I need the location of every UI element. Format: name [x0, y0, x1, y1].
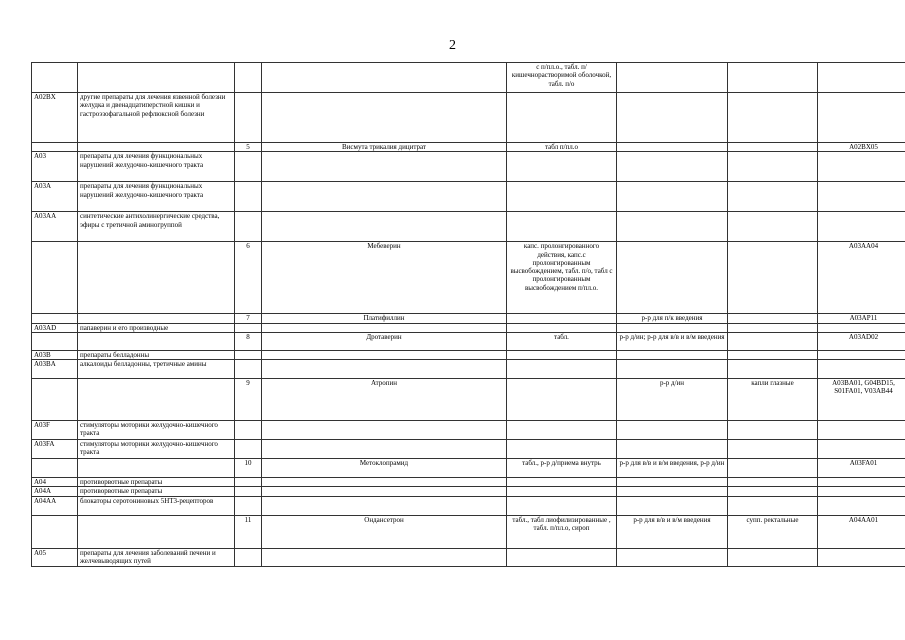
cell-form3 [728, 93, 818, 143]
table-row [32, 360, 905, 379]
cell-name: блокаторы серотониновых 5HT3-рецепторов [78, 496, 235, 515]
cell-form3 [728, 459, 818, 478]
cell-atc: A03FA01 [818, 459, 905, 478]
cell-code [32, 515, 78, 548]
cell-num: 8 [235, 332, 262, 350]
cell-atc [818, 93, 905, 143]
cell-form3 [728, 182, 818, 212]
cell-form3 [728, 548, 818, 566]
cell-num [235, 440, 262, 459]
drug-table [31, 62, 905, 567]
cell-name [78, 379, 235, 421]
table-row [32, 323, 905, 332]
cell-drug [262, 212, 507, 242]
cell-drug: Дротаверин [262, 332, 507, 350]
cell-form2: р-р для в/в и в/м введения, р-р д/ин [617, 459, 728, 478]
cell-num [235, 93, 262, 143]
cell-form3 [728, 350, 818, 359]
cell-form1 [507, 323, 617, 332]
cell-name [78, 515, 235, 548]
cell-name [78, 143, 235, 152]
cell-form1: капс. пролонгированного действия, капс.с пролонгированным высвобождением, табл. п/о, табл с пролонгированным высвобождением п/пл.о. [507, 242, 617, 314]
cell-form3 [728, 323, 818, 332]
cell-form2 [617, 421, 728, 440]
cell-num [235, 496, 262, 515]
cell-drug: Ондансетрон [262, 515, 507, 548]
cell-drug [262, 421, 507, 440]
cell-atc [818, 487, 905, 496]
cell-drug [262, 350, 507, 359]
cell-form3 [728, 152, 818, 182]
cell-code [32, 143, 78, 152]
cell-atc [818, 360, 905, 379]
cell-form1 [507, 548, 617, 566]
cell-form1: табл., р-р д/приема внутрь [507, 459, 617, 478]
table-row [32, 478, 905, 487]
cell-form1 [507, 182, 617, 212]
table-row [32, 515, 905, 548]
cell-form2 [617, 487, 728, 496]
cell-code: A03BA [32, 360, 78, 379]
table-body [32, 63, 905, 567]
cell-form3 [728, 487, 818, 496]
cell-num [235, 360, 262, 379]
cell-num [235, 421, 262, 440]
cell-code [32, 63, 78, 93]
cell-atc: A03AP11 [818, 314, 905, 323]
cell-form2 [617, 63, 728, 93]
table-row [32, 93, 905, 143]
cell-name: алкалоиды белладонны, третичные амины [78, 360, 235, 379]
cell-form2 [617, 152, 728, 182]
cell-form1 [507, 360, 617, 379]
cell-form2: р-р для п/к введения [617, 314, 728, 323]
cell-form1 [507, 421, 617, 440]
cell-form2: р-р для в/в и в/м введения [617, 515, 728, 548]
cell-name: препараты для лечения функциональных нарушений желудочно-кишечного тракта [78, 182, 235, 212]
cell-form2 [617, 182, 728, 212]
cell-form1 [507, 487, 617, 496]
cell-code: A03 [32, 152, 78, 182]
cell-atc [818, 212, 905, 242]
cell-form2 [617, 360, 728, 379]
cell-form2 [617, 496, 728, 515]
cell-name: стимуляторы моторики желудочно-кишечного тракта [78, 440, 235, 459]
cell-name [78, 63, 235, 93]
cell-num [235, 487, 262, 496]
cell-drug [262, 440, 507, 459]
cell-num: 7 [235, 314, 262, 323]
cell-code [32, 242, 78, 314]
cell-name: препараты для лечения функциональных нарушений желудочно-кишечного тракта [78, 152, 235, 182]
cell-name: противорвотные препараты [78, 478, 235, 487]
cell-drug [262, 496, 507, 515]
cell-form2 [617, 548, 728, 566]
cell-form1 [507, 350, 617, 359]
cell-code: A03A [32, 182, 78, 212]
table-row [32, 487, 905, 496]
cell-form2: р-р д/ин [617, 379, 728, 421]
cell-form1 [507, 314, 617, 323]
cell-num [235, 212, 262, 242]
cell-code: A02BX [32, 93, 78, 143]
cell-num [235, 63, 262, 93]
cell-atc [818, 440, 905, 459]
table-row [32, 212, 905, 242]
cell-form3 [728, 332, 818, 350]
cell-atc: A03AA04 [818, 242, 905, 314]
cell-atc [818, 182, 905, 212]
cell-code: A04AA [32, 496, 78, 515]
cell-name [78, 314, 235, 323]
cell-form1: с п/пл.о., табл. п/кишечнорастворимой оболочкой, табл. п/о [507, 63, 617, 93]
cell-num: 11 [235, 515, 262, 548]
table-row [32, 332, 905, 350]
table-row [32, 314, 905, 323]
cell-atc [818, 350, 905, 359]
cell-drug: Атропин [262, 379, 507, 421]
cell-code [32, 332, 78, 350]
cell-form3 [728, 314, 818, 323]
cell-form2 [617, 440, 728, 459]
cell-name: стимуляторы моторики желудочно-кишечного тракта [78, 421, 235, 440]
cell-form2: р-р д/ин; р-р для в/в и в/м введения [617, 332, 728, 350]
cell-drug: Платифиллин [262, 314, 507, 323]
cell-name [78, 459, 235, 478]
cell-atc [818, 63, 905, 93]
cell-form3 [728, 360, 818, 379]
cell-code: A03FA [32, 440, 78, 459]
cell-code: A03AD [32, 323, 78, 332]
table-row [32, 548, 905, 566]
cell-atc: A02BX05 [818, 143, 905, 152]
cell-form3: супп. ректальные [728, 515, 818, 548]
cell-form2 [617, 143, 728, 152]
cell-form1 [507, 440, 617, 459]
cell-name [78, 242, 235, 314]
cell-drug: Висмута трикалия дицитрат [262, 143, 507, 152]
cell-form2 [617, 93, 728, 143]
cell-form1: табл п/пл.о [507, 143, 617, 152]
cell-atc [818, 152, 905, 182]
cell-num [235, 152, 262, 182]
cell-form3 [728, 242, 818, 314]
table-row [32, 143, 905, 152]
table-row [32, 421, 905, 440]
cell-form2 [617, 323, 728, 332]
table-row [32, 152, 905, 182]
cell-form1: табл., табл лиофилизированные , табл. п/пл.о, сироп [507, 515, 617, 548]
table-row [32, 63, 905, 93]
cell-name: другие препараты для лечения язвенной болезни желудка и двенадцатиперстной кишки и гастроэзофагальной рефлюксной болезни [78, 93, 235, 143]
cell-form3: капли глазные [728, 379, 818, 421]
cell-form3 [728, 421, 818, 440]
table-row [32, 350, 905, 359]
cell-atc [818, 421, 905, 440]
cell-drug [262, 182, 507, 212]
cell-form2 [617, 478, 728, 487]
cell-name: синтетические антихолинергические средства, эфиры с третичной аминогруппой [78, 212, 235, 242]
cell-form1 [507, 496, 617, 515]
cell-form3 [728, 440, 818, 459]
cell-num: 9 [235, 379, 262, 421]
cell-drug [262, 360, 507, 379]
table-row [32, 440, 905, 459]
cell-num [235, 182, 262, 212]
table-row [32, 379, 905, 421]
cell-atc [818, 478, 905, 487]
cell-num [235, 548, 262, 566]
cell-num: 10 [235, 459, 262, 478]
cell-form3 [728, 478, 818, 487]
cell-num [235, 350, 262, 359]
cell-atc [818, 496, 905, 515]
cell-code [32, 379, 78, 421]
cell-atc [818, 323, 905, 332]
cell-drug [262, 323, 507, 332]
cell-drug [262, 63, 507, 93]
page-number: 2 [449, 38, 456, 53]
cell-form2 [617, 242, 728, 314]
cell-form1 [507, 379, 617, 421]
cell-code: A03AA [32, 212, 78, 242]
cell-num: 6 [235, 242, 262, 314]
cell-form1 [507, 478, 617, 487]
cell-atc: A03BA01, G04BD15, S01FA01, V03AB44 [818, 379, 905, 421]
table-row [32, 182, 905, 212]
cell-drug: Метоклопрамид [262, 459, 507, 478]
cell-atc: A03AD02 [818, 332, 905, 350]
cell-atc [818, 548, 905, 566]
table-row [32, 242, 905, 314]
cell-code: A04A [32, 487, 78, 496]
cell-form1 [507, 152, 617, 182]
table-row [32, 459, 905, 478]
cell-form3 [728, 143, 818, 152]
cell-drug [262, 478, 507, 487]
cell-form1 [507, 93, 617, 143]
cell-name: противорвотные препараты [78, 487, 235, 496]
cell-code [32, 314, 78, 323]
cell-num [235, 323, 262, 332]
cell-code: A05 [32, 548, 78, 566]
cell-code: A03F [32, 421, 78, 440]
cell-form2 [617, 212, 728, 242]
cell-drug: Мебеверин [262, 242, 507, 314]
table-row [32, 496, 905, 515]
cell-form1: табл. [507, 332, 617, 350]
cell-form3 [728, 63, 818, 93]
cell-code [32, 459, 78, 478]
cell-form2 [617, 350, 728, 359]
cell-code: A03B [32, 350, 78, 359]
cell-drug [262, 152, 507, 182]
cell-form3 [728, 212, 818, 242]
cell-form1 [507, 212, 617, 242]
cell-drug [262, 548, 507, 566]
cell-name [78, 332, 235, 350]
cell-form3 [728, 496, 818, 515]
cell-atc: A04AA01 [818, 515, 905, 548]
cell-name: препараты белладонны [78, 350, 235, 359]
cell-drug [262, 487, 507, 496]
cell-num [235, 478, 262, 487]
cell-code: A04 [32, 478, 78, 487]
cell-num: 5 [235, 143, 262, 152]
cell-drug [262, 93, 507, 143]
cell-name: папаверин и его производные [78, 323, 235, 332]
cell-name: препараты для лечения заболеваний печени и желчевыводящих путей [78, 548, 235, 566]
